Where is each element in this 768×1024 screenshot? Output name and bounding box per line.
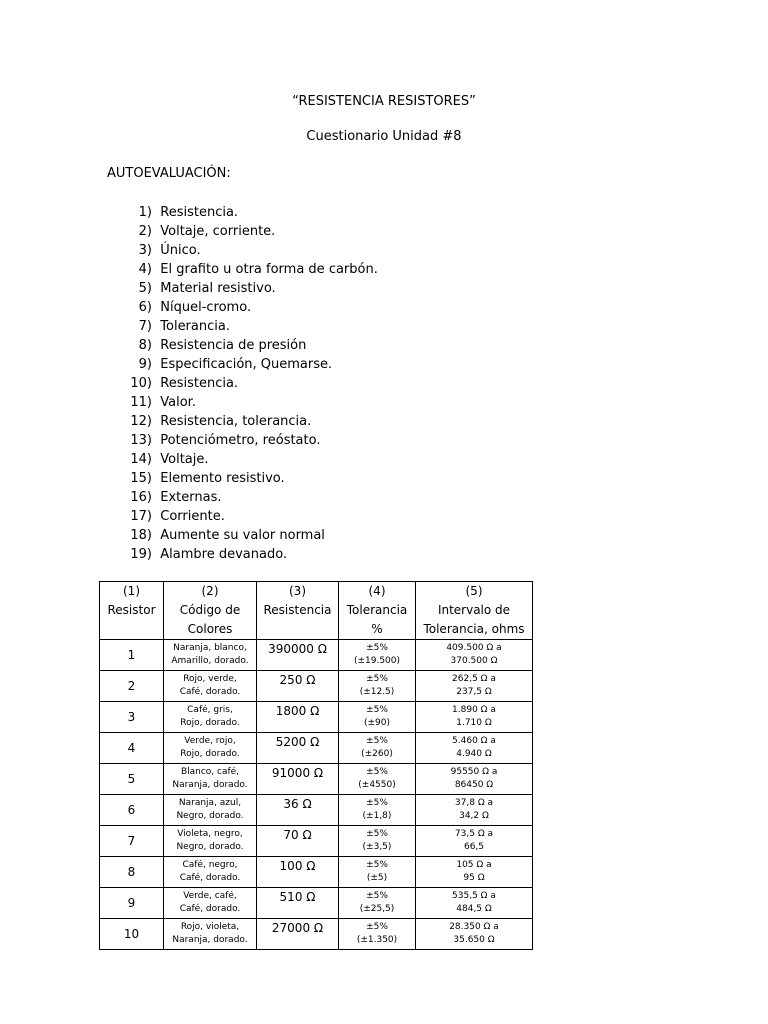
color-code-cell-text: Naranja, dorado. xyxy=(172,935,248,945)
list-item-number: 16) xyxy=(130,490,152,505)
list-item xyxy=(120,355,378,374)
tolerance-range-cell-text: 1.890 Ω a xyxy=(452,705,496,715)
list-item-number: 10) xyxy=(130,376,152,391)
resistor-number-cell xyxy=(100,857,164,888)
tolerance-cell-text: (±4550) xyxy=(358,780,396,790)
tolerance-range-cell-text: 95550 Ω a xyxy=(450,767,498,777)
resistor-number-cell xyxy=(100,919,164,950)
tolerance-cell-text: ±5% xyxy=(366,705,388,715)
resistor-number-cell-text: 1 xyxy=(127,648,136,662)
tolerance-cell xyxy=(339,764,416,795)
resistance-cell-text: 36 Ω xyxy=(283,797,312,811)
list-item-text: El grafito u otra forma de carbón. xyxy=(160,262,378,277)
tolerance-cell-text: ±5% xyxy=(366,674,388,684)
list-item xyxy=(120,507,378,526)
color-code-cell-text: Negro, dorado. xyxy=(176,842,244,852)
table-row xyxy=(100,888,533,919)
tolerance-cell xyxy=(339,671,416,702)
color-code-cell-text: Violeta, negro, xyxy=(177,829,243,839)
tolerance-range-cell-text: 5.460 Ω a xyxy=(452,736,496,746)
resistor-number-cell-text: 2 xyxy=(127,679,136,693)
column-header-line: Resistor xyxy=(107,603,156,617)
list-item xyxy=(120,431,378,450)
color-code-cell-text: Café, dorado. xyxy=(179,687,241,697)
list-item xyxy=(120,260,378,279)
tolerance-cell-text: (±3,5) xyxy=(362,842,392,852)
tolerance-range-cell-text: 34,2 Ω xyxy=(459,811,489,821)
list-item-text: Material resistivo. xyxy=(160,281,276,296)
list-item-text: Resistencia de presión xyxy=(160,338,307,353)
table-row xyxy=(100,702,533,733)
list-item xyxy=(120,393,378,412)
tolerance-range-cell-text: 105 Ω a xyxy=(456,860,492,870)
table-row xyxy=(100,671,533,702)
table-header-row xyxy=(100,582,533,640)
section-heading: AUTOEVALUACIÓN: xyxy=(107,166,231,181)
tolerance-cell-text: (±1.350) xyxy=(356,935,398,945)
color-code-cell-text: Naranja, blanco, xyxy=(173,643,247,653)
column-header xyxy=(257,582,339,640)
list-item-number: 8) xyxy=(138,338,152,353)
resistance-cell xyxy=(257,733,339,764)
list-item xyxy=(120,526,378,545)
table-row xyxy=(100,733,533,764)
color-code-cell xyxy=(164,888,257,919)
list-item xyxy=(120,374,378,393)
tolerance-range-cell xyxy=(416,702,533,733)
tolerance-range-cell-text: 95 Ω xyxy=(463,873,485,883)
resistance-cell-text: 27000 Ω xyxy=(271,921,324,935)
tolerance-range-cell xyxy=(416,826,533,857)
table-row xyxy=(100,826,533,857)
resistor-number-cell xyxy=(100,640,164,671)
list-item-number: 2) xyxy=(138,224,152,239)
tolerance-cell-text: (±5) xyxy=(366,873,388,883)
resistor-number-cell-text: 3 xyxy=(127,710,136,724)
color-code-cell xyxy=(164,640,257,671)
list-item-number: 4) xyxy=(138,262,152,277)
color-code-cell-text: Negro, dorado. xyxy=(176,811,244,821)
color-code-cell-text: Rojo, dorado. xyxy=(180,749,240,759)
tolerance-range-cell xyxy=(416,640,533,671)
resistor-number-cell-text: 7 xyxy=(127,834,136,848)
tolerance-cell xyxy=(339,702,416,733)
tolerance-cell-text: ±5% xyxy=(366,767,388,777)
column-header-line: Código de xyxy=(179,603,241,617)
tolerance-range-cell-text: 35.650 Ω xyxy=(453,935,495,945)
resistor-number-cell-text: 9 xyxy=(127,896,136,910)
resistor-number-cell xyxy=(100,795,164,826)
list-item-number: 1) xyxy=(138,205,152,220)
resistance-cell xyxy=(257,857,339,888)
tolerance-range-cell xyxy=(416,795,533,826)
table-row xyxy=(100,919,533,950)
tolerance-cell-text: (±1,8) xyxy=(362,811,392,821)
resistor-number-cell-text: 6 xyxy=(127,803,136,817)
list-item-text: Voltaje. xyxy=(160,452,209,467)
column-header-line: (1) xyxy=(123,584,140,598)
column-header-line: (3) xyxy=(289,584,306,598)
tolerance-cell xyxy=(339,795,416,826)
list-item xyxy=(120,412,378,431)
color-code-cell xyxy=(164,733,257,764)
list-item-text: Tolerancia. xyxy=(160,319,230,334)
tolerance-range-cell xyxy=(416,888,533,919)
color-code-cell-text: Naranja, azul, xyxy=(178,798,242,808)
resistor-number-cell-text: 10 xyxy=(123,927,140,941)
list-item-text: Aumente su valor normal xyxy=(160,528,325,543)
color-code-cell xyxy=(164,919,257,950)
tolerance-range-cell-text: 409.500 Ω a xyxy=(446,643,502,653)
tolerance-range-cell xyxy=(416,764,533,795)
color-code-cell-text: Verde, café, xyxy=(183,891,237,901)
list-item-text: Voltaje, corriente. xyxy=(160,224,276,239)
color-code-cell xyxy=(164,671,257,702)
resistance-cell xyxy=(257,888,339,919)
column-header-line: Intervalo de xyxy=(437,603,511,617)
resistance-cell-text: 510 Ω xyxy=(279,890,316,904)
resistance-cell xyxy=(257,919,339,950)
list-item-text: Resistencia. xyxy=(160,376,239,391)
list-item-number: 15) xyxy=(130,471,152,486)
tolerance-cell-text: (±260) xyxy=(361,749,393,759)
tolerance-range-cell-text: 4.940 Ω xyxy=(456,749,492,759)
tolerance-cell xyxy=(339,888,416,919)
resistor-number-cell-text: 4 xyxy=(127,741,136,755)
column-header-line xyxy=(257,620,338,639)
document-subtitle: Cuestionario Unidad #8 xyxy=(306,129,462,144)
resistance-cell-text: 5200 Ω xyxy=(275,735,320,749)
tolerance-range-cell-text: 37,8 Ω a xyxy=(454,798,494,808)
list-item-number: 3) xyxy=(138,243,152,258)
list-item-text: Corriente. xyxy=(160,509,225,524)
tolerance-range-cell-text: 535,5 Ω a xyxy=(452,891,496,901)
resistance-cell xyxy=(257,640,339,671)
tolerance-range-cell xyxy=(416,919,533,950)
color-code-cell-text: Naranja, dorado. xyxy=(172,780,248,790)
resistance-cell xyxy=(257,795,339,826)
table-row xyxy=(100,857,533,888)
tolerance-cell-text: ±5% xyxy=(366,643,388,653)
list-item-text: Valor. xyxy=(160,395,196,410)
list-item-text: Potenciómetro, reóstato. xyxy=(160,433,321,448)
resistance-cell-text: 1800 Ω xyxy=(275,704,320,718)
answer-list xyxy=(120,203,378,564)
resistance-cell-text: 91000 Ω xyxy=(271,766,324,780)
table-row xyxy=(100,764,533,795)
color-code-cell-text: Rojo, verde, xyxy=(183,674,237,684)
resistance-cell-text: 250 Ω xyxy=(279,673,316,687)
resistor-number-cell-text: 5 xyxy=(127,772,136,786)
tolerance-range-cell-text: 237,5 Ω xyxy=(456,687,492,697)
column-header xyxy=(339,582,416,640)
resistor-number-cell xyxy=(100,671,164,702)
color-code-cell-text: Blanco, café, xyxy=(180,767,240,777)
list-item-text: Alambre devanado. xyxy=(160,547,288,562)
list-item-number: 6) xyxy=(138,300,152,315)
list-item-number: 18) xyxy=(130,528,152,543)
list-item-text: Elemento resistivo. xyxy=(160,471,285,486)
list-item-number: 11) xyxy=(130,395,152,410)
column-header-line: Resistencia xyxy=(263,603,332,617)
column-header xyxy=(416,582,533,640)
list-item-number: 12) xyxy=(130,414,152,429)
tolerance-range-cell-text: 28.350 Ω a xyxy=(449,922,499,932)
tolerance-cell-text: ±5% xyxy=(366,798,388,808)
column-header-line: (2) xyxy=(201,584,219,598)
column-header xyxy=(100,582,164,640)
resistance-cell-text: 100 Ω xyxy=(279,859,316,873)
list-item xyxy=(120,203,378,222)
resistance-cell xyxy=(257,671,339,702)
list-item-number: 17) xyxy=(130,509,152,524)
list-item-number: 19) xyxy=(130,547,152,562)
tolerance-cell xyxy=(339,857,416,888)
resistance-cell-text: 70 Ω xyxy=(283,828,312,842)
tolerance-cell-text: (±90) xyxy=(363,718,390,728)
tolerance-range-cell-text: 262,5 Ω a xyxy=(452,674,496,684)
column-header-line: Tolerancia xyxy=(346,603,408,617)
resistor-number-cell-text: 8 xyxy=(127,865,136,879)
tolerance-range-cell xyxy=(416,857,533,888)
color-code-cell-text: Rojo, dorado. xyxy=(180,718,240,728)
tolerance-cell xyxy=(339,919,416,950)
list-item-number: 14) xyxy=(130,452,152,467)
list-item xyxy=(120,450,378,469)
tolerance-cell-text: ±5% xyxy=(366,891,388,901)
column-header-line: Colores xyxy=(187,622,233,636)
tolerance-range-cell xyxy=(416,671,533,702)
column-header-line: Tolerancia, ohms xyxy=(423,622,525,636)
tolerance-range-cell-text: 86450 Ω xyxy=(454,780,494,790)
column-header-line: % xyxy=(371,622,383,636)
tolerance-cell-text: (±25,5) xyxy=(359,904,395,914)
list-item-text: Níquel-cromo. xyxy=(160,300,252,315)
resistance-cell xyxy=(257,826,339,857)
tolerance-cell xyxy=(339,640,416,671)
tolerance-cell xyxy=(339,733,416,764)
resistance-cell xyxy=(257,702,339,733)
color-code-cell xyxy=(164,764,257,795)
tolerance-cell-text: ±5% xyxy=(366,736,388,746)
tolerance-cell-text: (±12.5) xyxy=(359,687,395,697)
column-header xyxy=(164,582,257,640)
list-item-text: Único. xyxy=(160,243,201,258)
column-header-line: (4) xyxy=(368,584,386,598)
list-item-number: 9) xyxy=(138,357,152,372)
table-row xyxy=(100,640,533,671)
resistor-number-cell xyxy=(100,764,164,795)
color-code-cell-text: Café, gris, xyxy=(187,705,233,715)
column-header-line: (5) xyxy=(465,584,483,598)
list-item xyxy=(120,279,378,298)
list-item-number: 7) xyxy=(138,319,152,334)
color-code-cell-text: Amarillo, dorado. xyxy=(171,656,249,666)
table-row xyxy=(100,795,533,826)
list-item-text: Resistencia. xyxy=(160,205,239,220)
resistor-number-cell xyxy=(100,702,164,733)
tolerance-cell xyxy=(339,826,416,857)
color-code-cell-text: Verde, rojo, xyxy=(184,736,236,746)
list-item xyxy=(120,317,378,336)
color-code-cell xyxy=(164,795,257,826)
resistor-number-cell xyxy=(100,888,164,919)
color-code-cell-text: Café, dorado. xyxy=(179,904,241,914)
list-item xyxy=(120,545,378,564)
resistor-table xyxy=(99,581,533,950)
tolerance-cell-text: (±19.500) xyxy=(353,656,401,666)
list-item xyxy=(120,241,378,260)
tolerance-cell-text: ±5% xyxy=(366,860,388,870)
tolerance-range-cell-text: 73,5 Ω a xyxy=(454,829,494,839)
tolerance-range-cell-text: 66,5 xyxy=(463,842,485,852)
tolerance-range-cell xyxy=(416,733,533,764)
list-item xyxy=(120,336,378,355)
list-item xyxy=(120,488,378,507)
list-item xyxy=(120,222,378,241)
resistance-cell-text: 390000 Ω xyxy=(268,642,327,656)
list-item xyxy=(120,469,378,488)
tolerance-cell-text: ±5% xyxy=(366,829,388,839)
tolerance-cell-text: ±5% xyxy=(366,922,388,932)
resistance-cell xyxy=(257,764,339,795)
list-item-text: Externas. xyxy=(160,490,222,505)
tolerance-range-cell-text: 484,5 Ω xyxy=(456,904,492,914)
color-code-cell xyxy=(164,857,257,888)
color-code-cell-text: Café, negro, xyxy=(182,860,238,870)
color-code-cell xyxy=(164,826,257,857)
list-item-number: 13) xyxy=(130,433,152,448)
resistor-number-cell xyxy=(100,826,164,857)
resistor-number-cell xyxy=(100,733,164,764)
list-item-text: Especificación, Quemarse. xyxy=(160,357,333,372)
color-code-cell xyxy=(164,702,257,733)
color-code-cell-text: Café, dorado. xyxy=(179,873,241,883)
column-header-line xyxy=(100,620,163,639)
document-title: “RESISTENCIA RESISTORES” xyxy=(292,94,476,109)
list-item-text: Resistencia, tolerancia. xyxy=(160,414,312,429)
list-item-number: 5) xyxy=(138,281,152,296)
tolerance-range-cell-text: 1.710 Ω xyxy=(456,718,492,728)
color-code-cell-text: Rojo, violeta, xyxy=(180,922,240,932)
tolerance-range-cell-text: 370.500 Ω xyxy=(450,656,498,666)
list-item xyxy=(120,298,378,317)
